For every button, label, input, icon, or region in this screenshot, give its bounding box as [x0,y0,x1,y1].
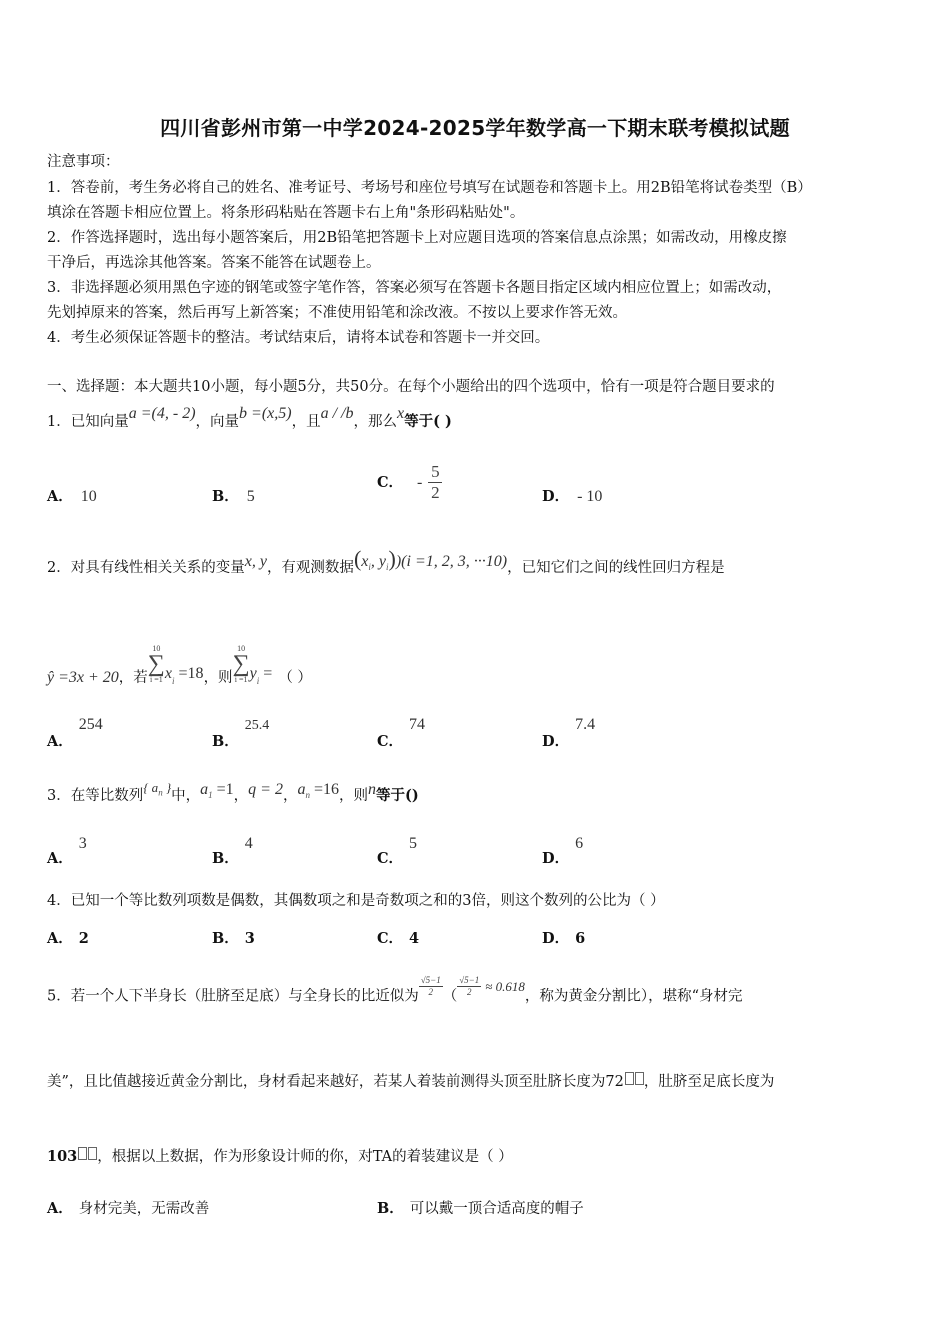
question-5: 5．若一个人下半身长（肚脐至足底）与全身长的比近似为 $\frac{√5-1}{2}$ （ $\frac{√5-1}{2}$ ≈ 0.618，称为黄金分割比），堪称“身材完 [47,975,743,1005]
option-d: D．7.4 [542,716,596,750]
option-d: D． 6 [542,930,586,947]
notice-line: 2．作答选择题时，选出每小题答案后，用2B铅笔把答题卡上对应题目选项的答案信息点涂黑；如需改动，用橡皮擦 [47,230,787,246]
question-1: 1．已知向量a =(4, - 2)，向量b =(x,5)，且a / /b，那么x等于( ) [47,405,452,430]
option-a: A． 2 [47,930,89,947]
question-2-line2: ŷ =3x + 20，若 10 ∑ i =1 $x_i =18$，则 10 ∑ i =1 $y_i$ = （ ） [47,644,312,686]
notice-line: 先划掉原来的答案，然后再写上新答案；不准使用铅笔和涂改液。不按以上要求作答无效。 [47,305,627,321]
unit-glyph-icon [635,1072,644,1085]
notice-line: 干净后，再选涂其他答案。答案不能答在试题卷上。 [47,255,381,271]
sum-symbol: 10 ∑ i =1 [147,644,165,684]
notice-line: 填涂在答题卡相应位置上。将条形码粘贴在答题卡右上角"条形码粘贴处"。 [47,205,525,221]
option-a: A．3 [47,835,87,867]
page-title: 四川省彭州市第一中学2024-2025学年数学高一下期末联考模拟试题 [160,116,790,140]
section-heading: 一、选择题：本大题共10小题，每小题5分，共50分。在每个小题给出的四个选项中，恰有一项是符合题目要求的 [47,379,775,395]
notice-line: 1．答卷前，考生务必将自己的姓名、准考证号、考场号和座位号填写在试题卷和答题卡上。用2B铅笔将试卷类型（B） [47,180,812,196]
notice-heading: 注意事项： [47,154,120,170]
question-2: 2．对具有线性相关关系的变量x, y，有观测数据($x_i$, $y_i))(i =1$, 2, 3, ···10)，已知它们之间的线性回归方程是 [47,546,725,576]
option-d: D．6 [542,835,584,867]
option-c: C． - $\frac{5}{2}$ [377,462,442,503]
option-c: C．74 [377,716,426,750]
question-5-line2: 美”，且比值越接近黄金分割比，身材看起来越好，若某人着装前测得头顶至肚脐长度为72 ，肚脐至足底长度为 [47,1074,775,1090]
option-b: B． 5 [212,488,255,505]
sum-symbol: 10 ∑ i =1 [232,644,250,684]
option-a: A．254 [47,716,103,750]
notice-line: 4．考生必须保证答题卡的整洁。考试结束后，请将本试卷和答题卡一并交回。 [47,330,550,346]
option-a: A． 10 [47,488,97,505]
unit-glyph-icon [625,1072,634,1085]
option-b: B． 3 [212,930,255,947]
question-3: 3．在等比数列{ $a_n$ }中，$a_1 =1$，q = 2，$a_n =16$，则n等于() [47,780,419,804]
question-5-line3: 103 ，根据以上数据，作为形象设计师的你，对TA的着装建议是（ ） [47,1148,513,1165]
option-b: B．4 [212,835,253,867]
option-c: C． 4 [377,930,420,947]
notice-line: 3．非选择题必须用黑色字迹的钢笔或签字笔作答，答案必须写在答题卡各题目指定区域内相应位置上；如需改动， [47,280,782,296]
unit-glyph-icon [88,1147,97,1160]
option-a: A． 身材完美，无需改善 [47,1200,210,1217]
option-c: C．5 [377,835,418,867]
question-4: 4．已知一个等比数列项数是偶数，其偶数项之和是奇数项之和的3倍，则这个数列的公比为（ ） [47,893,665,909]
option-d: D． - 10 [542,488,603,505]
unit-glyph-icon [78,1147,87,1160]
option-b: B．25.4 [212,718,270,750]
question-number: 1． [47,414,71,430]
option-b: B． 可以戴一顶合适高度的帽子 [377,1200,584,1217]
